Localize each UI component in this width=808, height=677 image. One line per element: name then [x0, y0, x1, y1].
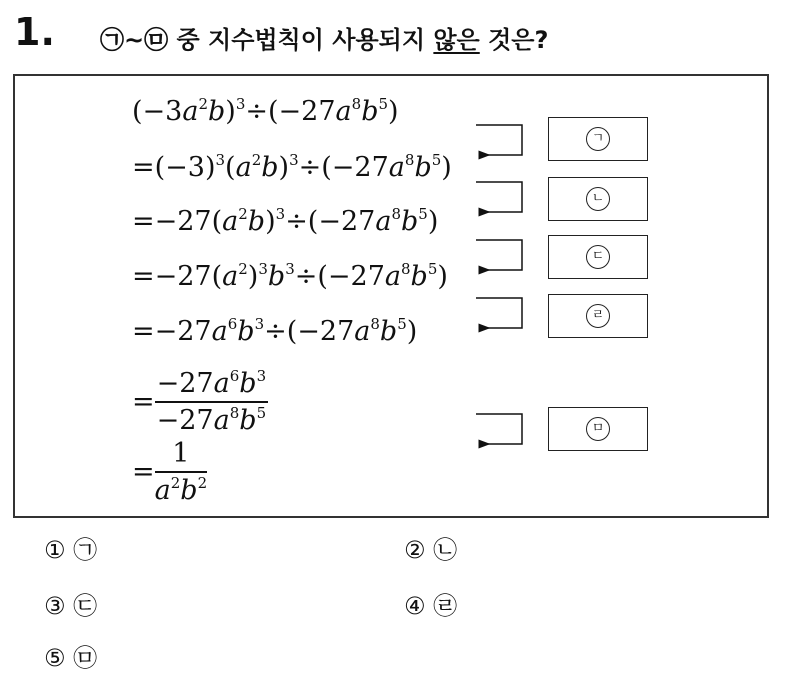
question-text-underlined: 않은: [433, 26, 480, 54]
choice-5[interactable]: ⑤ ㉤: [44, 644, 98, 672]
choice-1[interactable]: ① ㉠: [44, 536, 98, 564]
step-6: = $\frac{1}{a^2b^2}$: [132, 438, 208, 506]
question-text-part1: ㉠~㉤ 중 지수법칙이 사용되지: [100, 26, 434, 54]
step-1: $=(-3)^3(a^2b)^3\div(-27a^8b^5)$: [132, 151, 452, 183]
bracket-arrow-5: [476, 414, 522, 444]
step-label-4: ㄹ: [548, 294, 648, 338]
step-6-fraction: $\frac{1}{a^2b^2}$: [154, 438, 208, 506]
step-5: = $\frac{-27a^6b^3}{-27a^8b^5}$: [132, 367, 267, 436]
bracket-arrow-3: [476, 240, 522, 270]
step-4: $=-27a^6b^3\div(-27a^8b^5)$: [132, 315, 418, 347]
step-label-5: ㅁ: [548, 407, 648, 451]
step-3: $=-27(a^2)^3b^3\div(-27a^8b^5)$: [132, 260, 448, 292]
step-2: $=-27(a^2b)^3\div(-27a^8b^5)$: [132, 205, 439, 237]
step-0: $(-3a^2b)^3\div(-27a^8b^5)$: [132, 95, 399, 127]
step-label-3: ㄷ: [548, 235, 648, 279]
step-label-2: ㄴ: [548, 177, 648, 221]
choice-2[interactable]: ② ㉡: [404, 536, 458, 564]
choice-4[interactable]: ④ ㉣: [404, 592, 458, 620]
step-label-1: ㄱ: [548, 117, 648, 161]
choice-3[interactable]: ③ ㉢: [44, 592, 98, 620]
step-5-fraction: $\frac{-27a^6b^3}{-27a^8b^5}$: [156, 367, 267, 436]
bracket-arrow-2: [476, 182, 522, 212]
question-number: 1.: [14, 10, 55, 54]
bracket-arrow-1: [476, 125, 522, 155]
bracket-arrow-4: [476, 298, 522, 328]
question-text-part2: 것은?: [479, 26, 549, 54]
